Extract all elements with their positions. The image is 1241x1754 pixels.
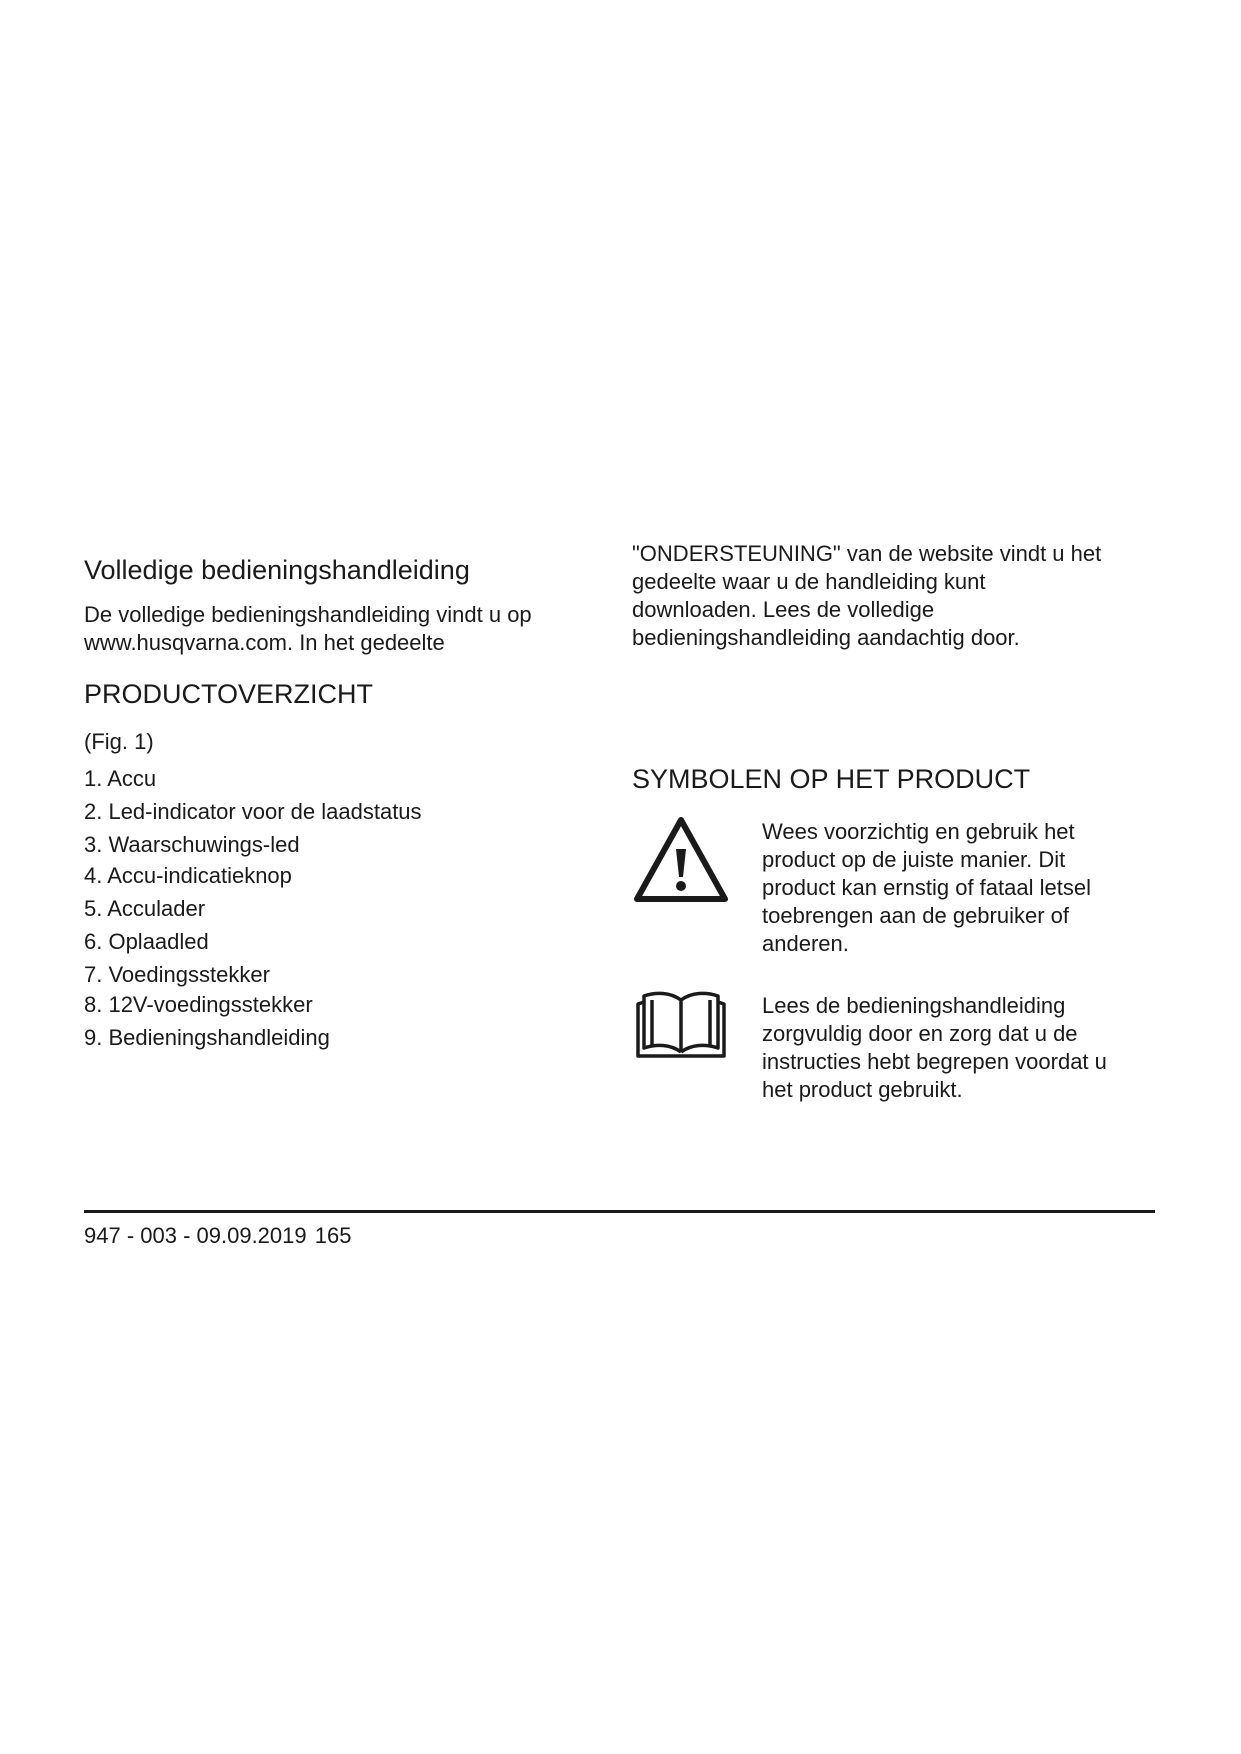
list-item: 4. Accu-indicatieknop	[84, 863, 292, 888]
manual-paragraph	[84, 601, 532, 657]
page-footer	[84, 1222, 351, 1250]
symbol-text-line: product kan ernstig of fataal letsel	[762, 875, 1091, 900]
figure-reference: (Fig. 1)	[84, 729, 154, 754]
footer-divider	[84, 1210, 1155, 1213]
document-code: 947 - 003 - 09.09.2019	[84, 1223, 307, 1248]
list-item: 5. Acculader	[84, 896, 206, 921]
list-item: 2. Led-indicator voor de laadstatus	[84, 799, 422, 824]
continuation-line: gedeelte waar u de handleiding kunt	[632, 569, 986, 594]
symbol-text-line: toebrengen aan de gebruiker of	[762, 903, 1070, 928]
manual-paragraph-continuation	[632, 540, 1101, 652]
list-item: 8. 12V-voedingsstekker	[84, 992, 313, 1017]
continuation-line: "ONDERSTEUNING" van de website vindt u het	[632, 541, 1102, 566]
manual-symbol-text	[762, 992, 1107, 1104]
open-book-icon	[632, 988, 730, 1060]
symbol-text-line: instructies hebt begrepen voordat u	[762, 1049, 1107, 1074]
warning-triangle-icon	[632, 815, 730, 905]
list-item: 7. Voedingsstekker	[84, 962, 270, 987]
overview-heading: PRODUCTOVERZICHT	[84, 679, 374, 709]
list-item: 9. Bedieningshandleiding	[84, 1025, 330, 1050]
warning-symbol-text	[762, 818, 1091, 958]
symbol-text-line: anderen.	[762, 931, 849, 956]
symbol-text-line: Wees voorzichtig en gebruik het	[762, 819, 1075, 844]
manual-heading: Volledige bedieningshandleiding	[84, 555, 470, 585]
symbol-text-line: het product gebruikt.	[762, 1077, 963, 1102]
symbol-text-line: product op de juiste manier. Dit	[762, 847, 1066, 872]
symbols-heading: SYMBOLEN OP HET PRODUCT	[632, 764, 1031, 794]
list-item: 6. Oplaadled	[84, 929, 209, 954]
symbol-text-line: Lees de bedieningshandleiding	[762, 993, 1066, 1018]
list-item: 1. Accu	[84, 766, 157, 791]
symbol-text-line: zorgvuldig door en zorg dat u de	[762, 1021, 1078, 1046]
page-number: 165	[314, 1223, 352, 1248]
list-item: 3. Waarschuwings-led	[84, 832, 300, 857]
continuation-line: bedieningshandleiding aandachtig door.	[632, 625, 1020, 650]
manual-paragraph-line: De volledige bedieningshandleiding vindt u op	[84, 602, 532, 627]
manual-paragraph-line: www.husqvarna.com. In het gedeelte	[84, 630, 445, 655]
continuation-line: downloaden. Lees de volledige	[632, 597, 935, 622]
